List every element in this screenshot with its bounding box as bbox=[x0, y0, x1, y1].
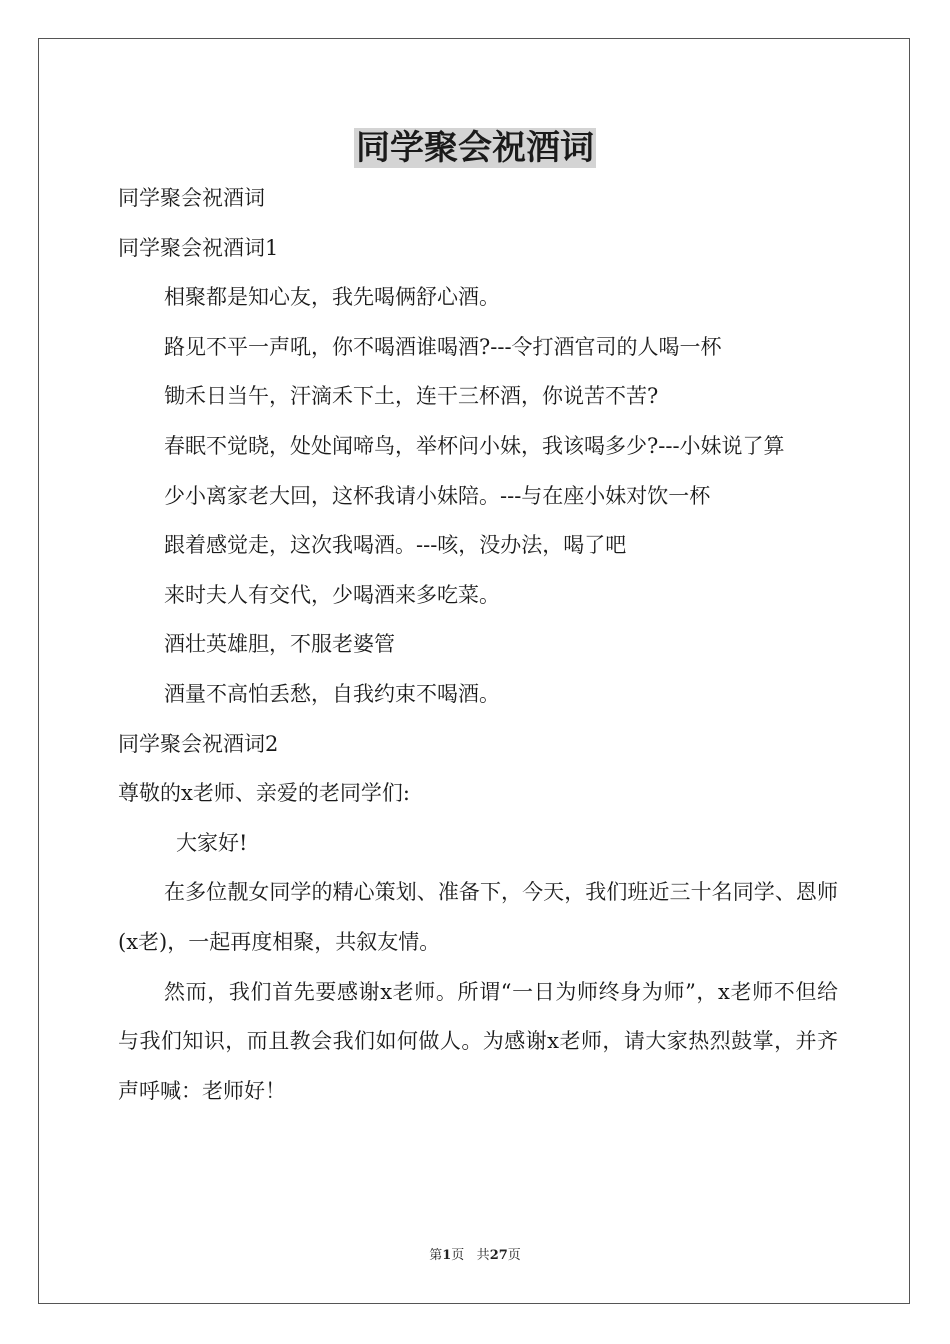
paragraph: 来时夫人有交代，少喝酒来多吃菜。 bbox=[164, 582, 500, 607]
document-title-text: 同学聚会祝酒词 bbox=[356, 128, 594, 168]
paragraph: 相聚都是知心友，我先喝俩舒心酒。 bbox=[164, 285, 500, 310]
section-heading-1: 同学聚会祝酒词1 bbox=[118, 235, 279, 260]
paragraph: 在多位靓女同学的精心策划、准备下，今天，我们班近三十名同学、恩师(x老)，一起再度相聚，共叙友情。 bbox=[118, 880, 838, 954]
footer-page-prefix: 第 bbox=[429, 1248, 443, 1263]
footer-total-suffix: 页 bbox=[507, 1248, 521, 1263]
section-heading-2: 同学聚会祝酒词2 bbox=[118, 731, 279, 756]
paragraph: 锄禾日当午，汗滴禾下土，连干三杯酒，你说苦不苦? bbox=[164, 384, 659, 409]
paragraph: 酒壮英雄胆，不服老婆管 bbox=[164, 632, 395, 657]
paragraph: 酒量不高怕丢愁，自我约束不喝酒。 bbox=[164, 681, 500, 706]
paragraph-heading: 同学聚会祝酒词 bbox=[118, 186, 265, 210]
footer-page-suffix: 页 bbox=[451, 1248, 465, 1263]
paragraph: 春眠不觉晓，处处闻啼鸟，举杯问小妹，我该喝多少?---小妹说了算 bbox=[164, 433, 785, 458]
salutation: 尊敬的x老师、亲爱的老同学们: bbox=[118, 781, 410, 806]
page-footer bbox=[0, 1247, 950, 1265]
document-body bbox=[118, 174, 838, 1116]
footer-total-prefix: 共 bbox=[476, 1248, 490, 1263]
greeting: 大家好! bbox=[176, 830, 248, 855]
paragraph: 跟着感觉走，这次我喝酒。---咳，没办法，喝了吧 bbox=[164, 533, 627, 558]
paragraph: 路见不平一声吼，你不喝酒谁喝酒?---令打酒官司的人喝一杯 bbox=[164, 334, 722, 359]
paragraph: 少小离家老大回，这杯我请小妹陪。---与在座小妹对饮一杯 bbox=[164, 483, 711, 508]
document-title bbox=[0, 126, 950, 170]
footer-page-number: 1 bbox=[442, 1248, 452, 1263]
footer-total-pages: 27 bbox=[489, 1248, 508, 1263]
paragraph: 然而，我们首先要感谢x老师。所谓“一日为师终身为师”，x老师不但给与我们知识，而且教会我们如何做人。为感谢x老师，请大家热烈鼓掌，并齐声呼喊：老师好！ bbox=[118, 979, 838, 1103]
